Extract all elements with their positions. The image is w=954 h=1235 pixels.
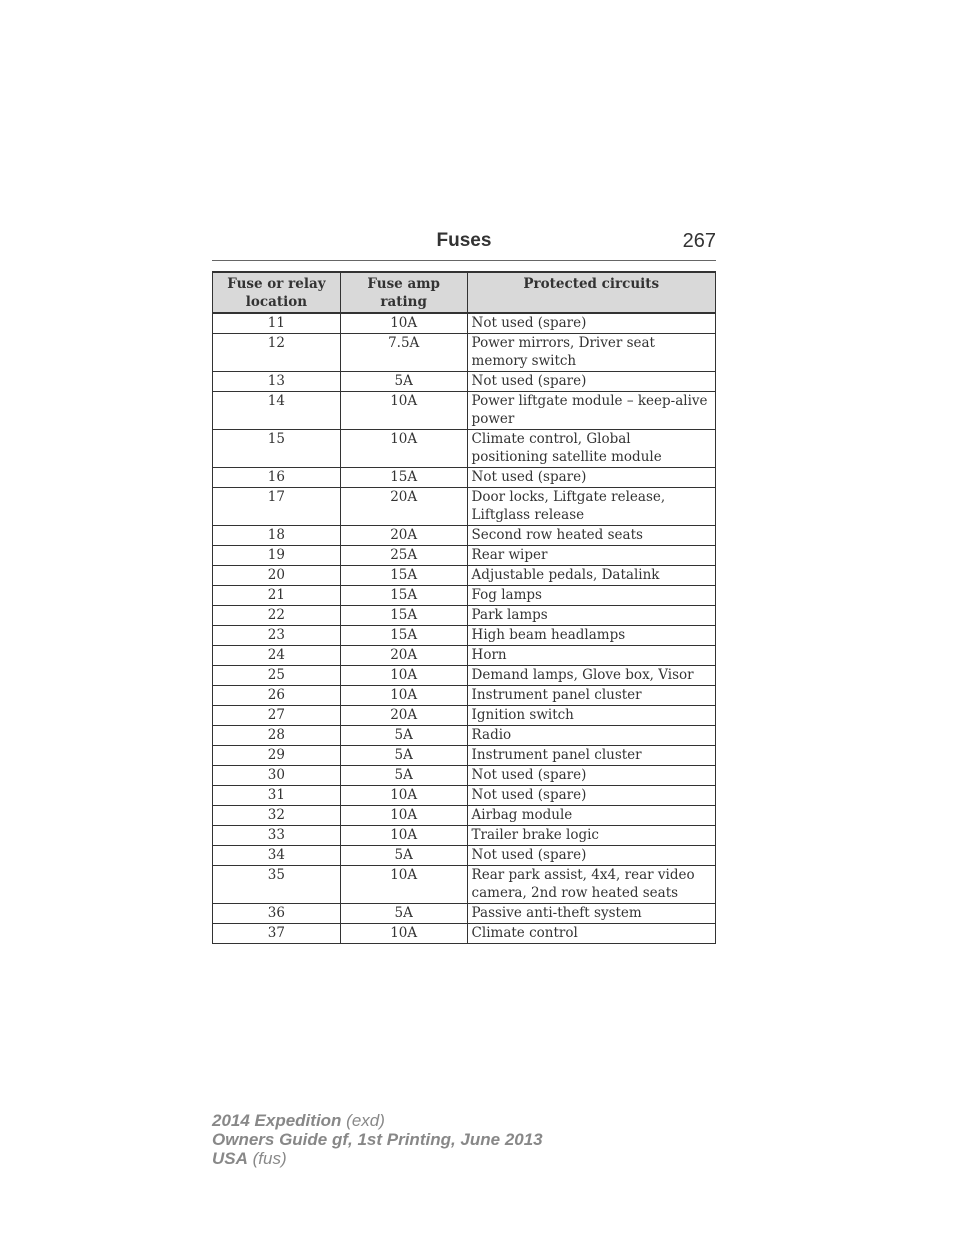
footer-market: USA xyxy=(212,1149,248,1168)
table-row xyxy=(213,372,716,392)
cell-location: 32 xyxy=(213,806,341,826)
cell-rating: 10A xyxy=(340,806,467,826)
table-row xyxy=(213,924,716,944)
cell-circuits: Ignition switch xyxy=(467,706,715,726)
cell-circuits: Rear park assist, 4x4, rear video camera, 2nd row heated seats xyxy=(467,866,715,904)
cell-circuits: Not used (spare) xyxy=(467,468,715,488)
cell-circuits: Power liftgate module – keep-alive power xyxy=(467,392,715,430)
table-row xyxy=(213,468,716,488)
cell-circuits: Demand lamps, Glove box, Visor xyxy=(467,666,715,686)
cell-location: 29 xyxy=(213,746,341,766)
cell-circuits: Climate control, Global positioning satellite module xyxy=(467,430,715,468)
cell-location: 23 xyxy=(213,626,341,646)
cell-rating: 5A xyxy=(340,846,467,866)
cell-circuits: Passive anti-theft system xyxy=(467,904,715,924)
cell-circuits: Not used (spare) xyxy=(467,846,715,866)
cell-rating: 10A xyxy=(340,430,467,468)
cell-rating: 20A xyxy=(340,488,467,526)
column-header-rating: Fuse amp rating xyxy=(340,272,467,313)
footer-market-code: (fus) xyxy=(247,1149,287,1168)
cell-circuits: Radio xyxy=(467,726,715,746)
cell-circuits: Park lamps xyxy=(467,606,715,626)
table-row xyxy=(213,488,716,526)
cell-rating: 15A xyxy=(340,566,467,586)
cell-location: 31 xyxy=(213,786,341,806)
cell-location: 33 xyxy=(213,826,341,846)
table-row xyxy=(213,526,716,546)
cell-location: 22 xyxy=(213,606,341,626)
cell-location: 28 xyxy=(213,726,341,746)
cell-circuits: Rear wiper xyxy=(467,546,715,566)
cell-circuits: Instrument panel cluster xyxy=(467,746,715,766)
cell-circuits: Power mirrors, Driver seat memory switch xyxy=(467,334,715,372)
cell-rating: 20A xyxy=(340,526,467,546)
cell-rating: 10A xyxy=(340,866,467,904)
table-row xyxy=(213,904,716,924)
footer-line-3 xyxy=(212,1149,812,1168)
cell-rating: 10A xyxy=(340,686,467,706)
cell-rating: 5A xyxy=(340,746,467,766)
cell-location: 13 xyxy=(213,372,341,392)
table-row xyxy=(213,766,716,786)
cell-location: 24 xyxy=(213,646,341,666)
cell-location: 17 xyxy=(213,488,341,526)
cell-rating: 7.5A xyxy=(340,334,467,372)
table-row xyxy=(213,430,716,468)
table-row xyxy=(213,586,716,606)
cell-rating: 10A xyxy=(340,666,467,686)
footer-model-code: (exd) xyxy=(341,1111,385,1130)
column-header-circuits: Protected circuits xyxy=(467,272,715,313)
cell-rating: 10A xyxy=(340,313,467,334)
cell-rating: 15A xyxy=(340,606,467,626)
footer-line-2 xyxy=(212,1130,812,1149)
cell-location: 35 xyxy=(213,866,341,904)
table-row xyxy=(213,706,716,726)
cell-location: 30 xyxy=(213,766,341,786)
cell-location: 36 xyxy=(213,904,341,924)
cell-rating: 20A xyxy=(340,706,467,726)
cell-rating: 15A xyxy=(340,586,467,606)
table-row xyxy=(213,566,716,586)
cell-circuits: Instrument panel cluster xyxy=(467,686,715,706)
cell-circuits: Second row heated seats xyxy=(467,526,715,546)
cell-location: 12 xyxy=(213,334,341,372)
table-row xyxy=(213,786,716,806)
table-row xyxy=(213,866,716,904)
section-title: Fuses xyxy=(436,230,492,251)
cell-location: 14 xyxy=(213,392,341,430)
table-row xyxy=(213,666,716,686)
table-row xyxy=(213,646,716,666)
fuse-table-body xyxy=(213,313,716,944)
footer-line-1 xyxy=(212,1111,812,1130)
cell-location: 25 xyxy=(213,666,341,686)
column-header-location: Fuse or relay location xyxy=(213,272,341,313)
cell-location: 21 xyxy=(213,586,341,606)
cell-location: 37 xyxy=(213,924,341,944)
page-number: 267 xyxy=(682,230,716,252)
footer-printing: Owners Guide gf, 1st Printing, June 2013 xyxy=(212,1130,543,1149)
table-row xyxy=(213,806,716,826)
table-row xyxy=(213,606,716,626)
cell-location: 18 xyxy=(213,526,341,546)
table-row xyxy=(213,334,716,372)
cell-rating: 5A xyxy=(340,766,467,786)
cell-location: 34 xyxy=(213,846,341,866)
cell-circuits: Not used (spare) xyxy=(467,766,715,786)
cell-circuits: Not used (spare) xyxy=(467,313,715,334)
cell-rating: 15A xyxy=(340,626,467,646)
cell-rating: 10A xyxy=(340,924,467,944)
table-row xyxy=(213,546,716,566)
cell-circuits: Fog lamps xyxy=(467,586,715,606)
cell-circuits: High beam headlamps xyxy=(467,626,715,646)
cell-circuits: Door locks, Liftgate release, Liftglass release xyxy=(467,488,715,526)
cell-location: 15 xyxy=(213,430,341,468)
table-row xyxy=(213,686,716,706)
document-footer xyxy=(212,1111,812,1168)
cell-circuits: Not used (spare) xyxy=(467,372,715,392)
cell-rating: 10A xyxy=(340,826,467,846)
cell-circuits: Horn xyxy=(467,646,715,666)
table-row xyxy=(213,626,716,646)
cell-circuits: Climate control xyxy=(467,924,715,944)
table-row xyxy=(213,746,716,766)
cell-rating: 5A xyxy=(340,372,467,392)
page-header xyxy=(212,230,716,261)
table-header-row xyxy=(213,272,716,313)
cell-rating: 5A xyxy=(340,726,467,746)
cell-rating: 20A xyxy=(340,646,467,666)
table-row xyxy=(213,726,716,746)
cell-circuits: Trailer brake logic xyxy=(467,826,715,846)
cell-circuits: Airbag module xyxy=(467,806,715,826)
cell-rating: 10A xyxy=(340,392,467,430)
cell-rating: 5A xyxy=(340,904,467,924)
cell-circuits: Adjustable pedals, Datalink xyxy=(467,566,715,586)
footer-model: 2014 Expedition xyxy=(212,1111,342,1130)
cell-rating: 15A xyxy=(340,468,467,488)
cell-circuits: Not used (spare) xyxy=(467,786,715,806)
table-row xyxy=(213,313,716,334)
cell-rating: 25A xyxy=(340,546,467,566)
table-row xyxy=(213,826,716,846)
fuse-table xyxy=(212,271,716,944)
table-row xyxy=(213,392,716,430)
cell-location: 16 xyxy=(213,468,341,488)
cell-location: 19 xyxy=(213,546,341,566)
cell-location: 26 xyxy=(213,686,341,706)
cell-rating: 10A xyxy=(340,786,467,806)
cell-location: 20 xyxy=(213,566,341,586)
table-row xyxy=(213,846,716,866)
cell-location: 11 xyxy=(213,313,341,334)
cell-location: 27 xyxy=(213,706,341,726)
